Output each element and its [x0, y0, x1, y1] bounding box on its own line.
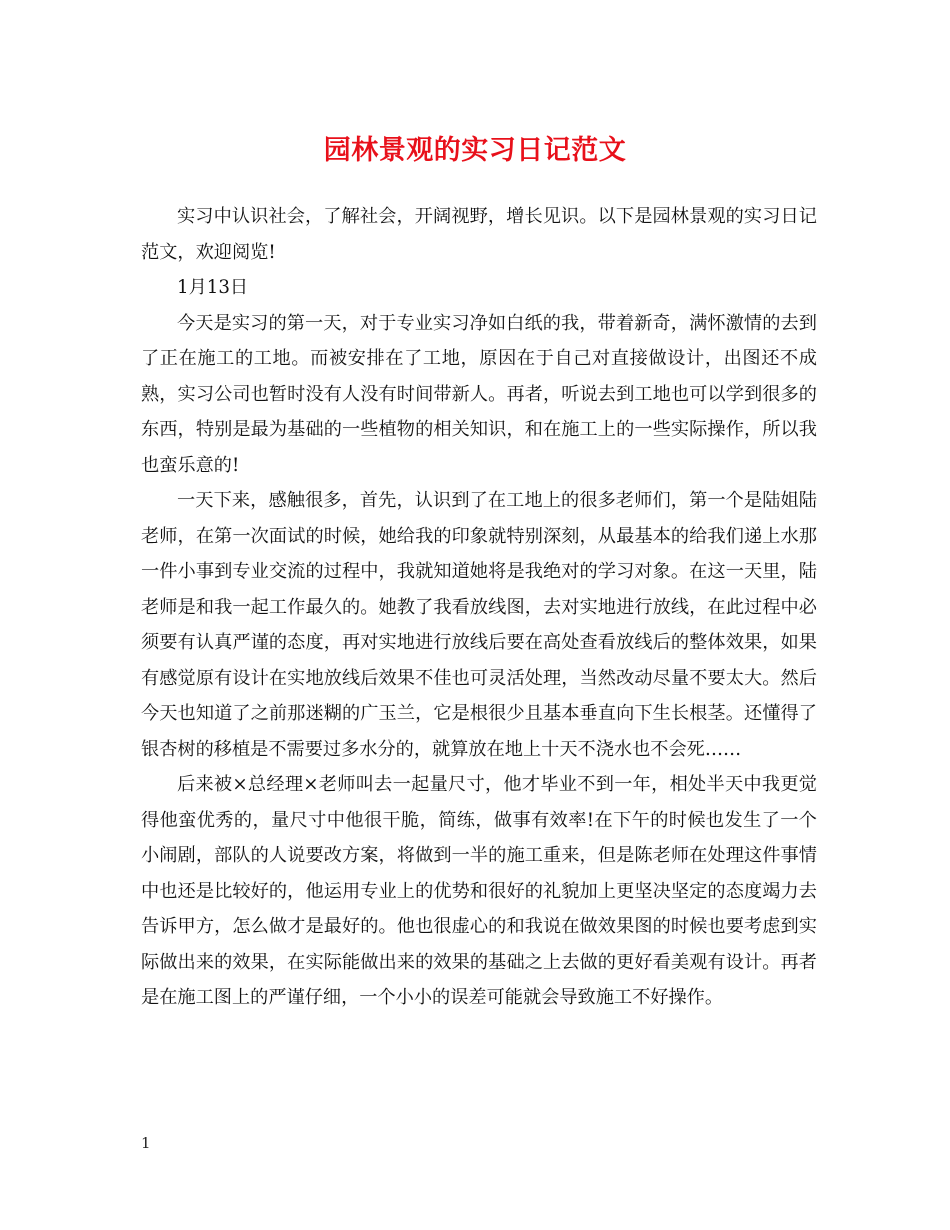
page-title: 园林景观的实习日记范文: [323, 135, 627, 166]
document-body: [141, 199, 817, 1016]
date-heading: 1月13日: [177, 277, 249, 298]
body-paragraph: 一天下来，感触很多，首先，认识到了在工地上的很多老师们，第一个是陆姐陆老师，在第一次面试的时候，她给我的印象就特别深刻，从最基本的给我们递上水那一件小事到专业交流的过程中，我就知道她将是我绝对的学习对象。在这一天里，陆老师是和我一起工作最久的。她教了我看放线图，去对实地进行放线，在此过程中必须要有认真严谨的态度，再对实地进行放线后要在高处查看放线后的整体效果，如果有感觉原有设计在实地放线后效果不佳也可灵活处理，当然改动尽量不要太大。然后今天也知道了之前那迷糊的广玉兰，它是根很少且基本垂直向下生长根茎。还懂得了银杏树的移植是不需要过多水分的，就算放在地上十天不浇水也不会死……: [141, 490, 817, 760]
page-number: 1: [141, 1134, 151, 1152]
body-paragraph: 后来被×总经理×老师叫去一起量尺寸，他才毕业不到一年，相处半天中我更觉得他蛮优秀的，量尺寸中他很干脆，简练，做事有效率!在下午的时候也发生了一个小闹剧，部队的人说要改方案，将做到一半的施工重来，但是陈老师在处理这件事情中也还是比较好的，他运用专业上的优势和很好的礼貌加上更坚决坚定的态度竭力去告诉甲方，怎么做才是最好的。他也很虚心的和我说在做效果图的时候也要考虑到实际做出来的效果，在实际能做出来的效果的基础之上去做的更好看美观有设计。再者是在施工图上的严谨仔细，一个小小的误差可能就会导致施工不好操作。: [141, 774, 817, 1008]
intro-paragraph: 实习中认识社会，了解社会，开阔视野，增长见识。以下是园林景观的实习日记范文，欢迎阅览!: [141, 206, 817, 263]
body-paragraph: 今天是实习的第一天，对于专业实习净如白纸的我，带着新奇，满怀激情的去到了正在施工的工地。而被安排在了工地，原因在于自己对直接做设计，出图还不成熟，实习公司也暂时没有人没有时间带新人。再者，听说去到工地也可以学到很多的东西，特别是最为基础的一些植物的相关知识，和在施工上的一些实际操作，所以我也蛮乐意的!: [141, 312, 817, 476]
